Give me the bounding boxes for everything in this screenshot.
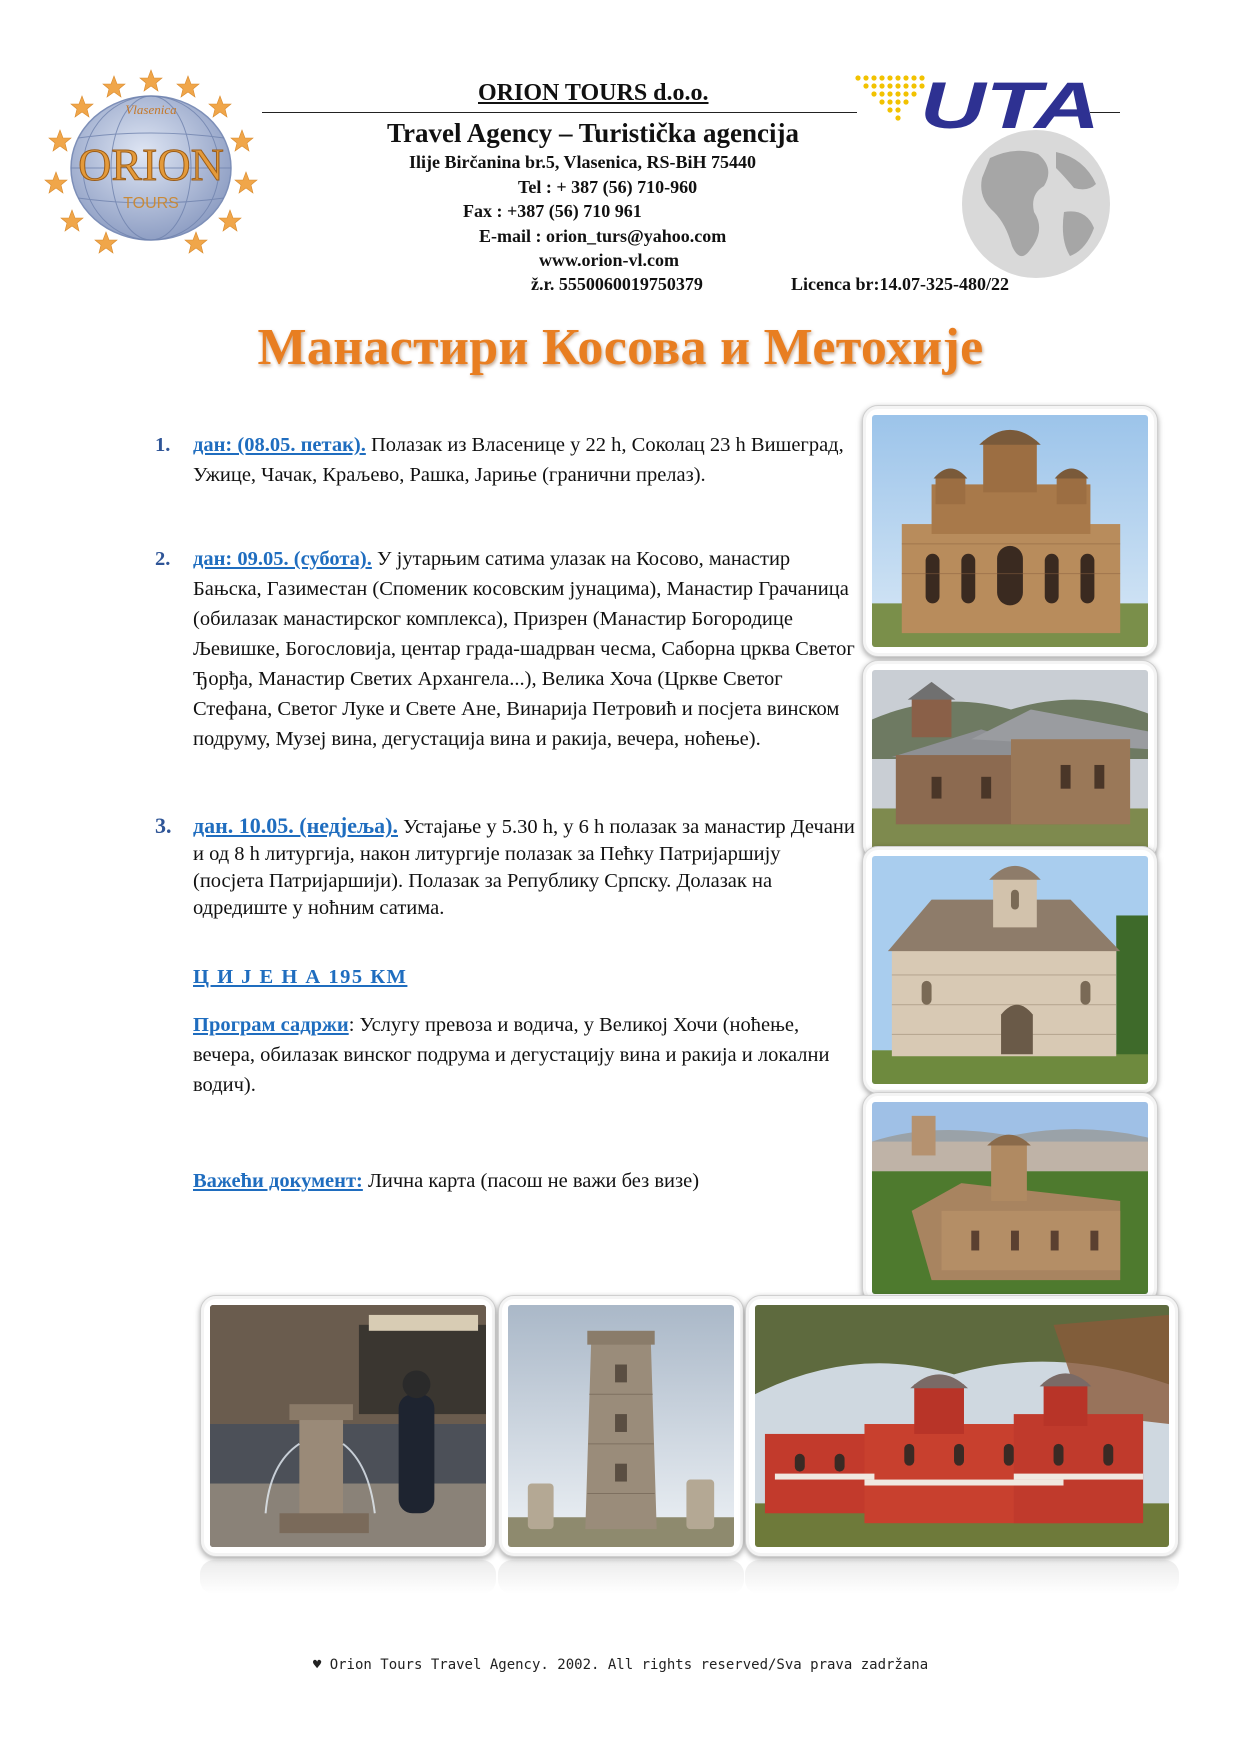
logo-top-text: Vlasenica bbox=[125, 102, 177, 117]
day-number: 2. bbox=[155, 548, 171, 570]
page-title: Манастири Косова и Метохије bbox=[257, 319, 984, 376]
agency-line: Travel Agency – Turistička agencija bbox=[387, 118, 799, 148]
phone-line: Tel : + 387 (56) 710-960 bbox=[518, 177, 698, 197]
account-number: ž.r. 5550060019750379 bbox=[531, 274, 703, 294]
uta-logo-text: UTA bbox=[920, 72, 1100, 136]
program-text: : Услугу превоза и водича, у Великој Хочи (ноћење, вечера, обилазак винског подрума и дегустацију вина и ракија и локални водич). bbox=[193, 1014, 830, 1096]
itinerary-day-3 bbox=[155, 812, 855, 922]
photo-prizren-church bbox=[862, 1092, 1158, 1304]
logo-bottom-text: TOURS bbox=[123, 195, 179, 212]
email-line[interactable]: E-mail : orion_turs@yahoo.com bbox=[479, 226, 727, 246]
document-text: Лична карта (пасош не важи без визе) bbox=[362, 1170, 700, 1192]
photo-stone-church bbox=[862, 660, 1158, 860]
address-line: Ilije Birčanina br.5, Vlasenica, RS-BiH 75440 bbox=[409, 152, 757, 172]
fax-line: Fax : +387 (56) 710 961 bbox=[463, 201, 642, 221]
world-globe-graphic bbox=[960, 128, 1112, 280]
photo-gracanica-monastery bbox=[862, 405, 1158, 657]
program-includes bbox=[193, 1010, 853, 1100]
itinerary-day-2 bbox=[155, 544, 855, 754]
photo-gazimestan-tower bbox=[498, 1295, 744, 1557]
valid-document bbox=[193, 1170, 853, 1193]
document-label-link[interactable]: Важећи документ: bbox=[193, 1170, 363, 1192]
photo-pec-patriarchate bbox=[745, 1295, 1179, 1557]
photo-reflection bbox=[745, 1560, 1179, 1594]
price-link[interactable]: Ц И Ј Е Н А 195 КМ bbox=[193, 966, 408, 988]
photo-prizren-fountain bbox=[200, 1295, 496, 1557]
logo-main-text: ORION bbox=[78, 139, 224, 190]
day-description: У јутарњим сатима улазак на Косово, манастир Бањска, Газиместан (Споменик косовским јунацима), Манастир Грачаница (обилазак манастирског комплекса), Призрен (Манастир Богородице Љевишке, Богословија, центар града-шадрван чесма, Саборна црква Светог Ђорђа, Манастир Светих Архангела...), Велика Хоча (Цркве Светог Стефана, Светог Луке и Свете Ане, Винарија Петровић и посјета винском подруму, Музеј вина, дегустација вина и ракија, вечера, ноћење). bbox=[193, 548, 855, 750]
header-rule-left bbox=[262, 112, 857, 113]
website-line[interactable]: www.orion-vl.com bbox=[539, 250, 679, 270]
company-name: ORION TOURS d.o.o. bbox=[478, 80, 709, 106]
day-number: 3. bbox=[155, 813, 172, 838]
uta-logo bbox=[852, 72, 1122, 136]
photo-reflection bbox=[498, 1560, 744, 1594]
day-number: 1. bbox=[155, 434, 171, 456]
day-label-link[interactable]: дан: (08.05. петак). bbox=[193, 434, 366, 456]
orion-tours-logo bbox=[38, 68, 264, 258]
photo-decani-monastery bbox=[862, 846, 1158, 1094]
photo-reflection bbox=[200, 1560, 496, 1594]
licence-number: Licenca br:14.07-325-480/22 bbox=[791, 274, 1009, 294]
day-description: Полазак из Власенице у 22 h, Соколац 23 h Вишеград, Ужице, Чачак, Краљево, Рашка, Јариње (гранични прелаз). bbox=[193, 434, 844, 486]
footer-copyright: ♥ Orion Tours Travel Agency. 2002. All rights reserved/Sva prava zadržana bbox=[312, 1657, 929, 1673]
itinerary-day-1 bbox=[155, 430, 855, 490]
program-label-link[interactable]: Програм садржи bbox=[193, 1014, 349, 1036]
day-description: Устајање у 5.30 h, у 6 h полазак за манастир Дечани и од 8 h литургија, након литургије полазак за Пећку Патријаршију (посјета Патријаршији). Полазак за Републику Српску. Долазак на одредиште у ноћним сатима. bbox=[193, 816, 855, 919]
day-label-link[interactable]: дан. 10.05. (недјеља). bbox=[193, 813, 398, 838]
day-label-link[interactable]: дан: 09.05. (субота). bbox=[193, 548, 372, 570]
